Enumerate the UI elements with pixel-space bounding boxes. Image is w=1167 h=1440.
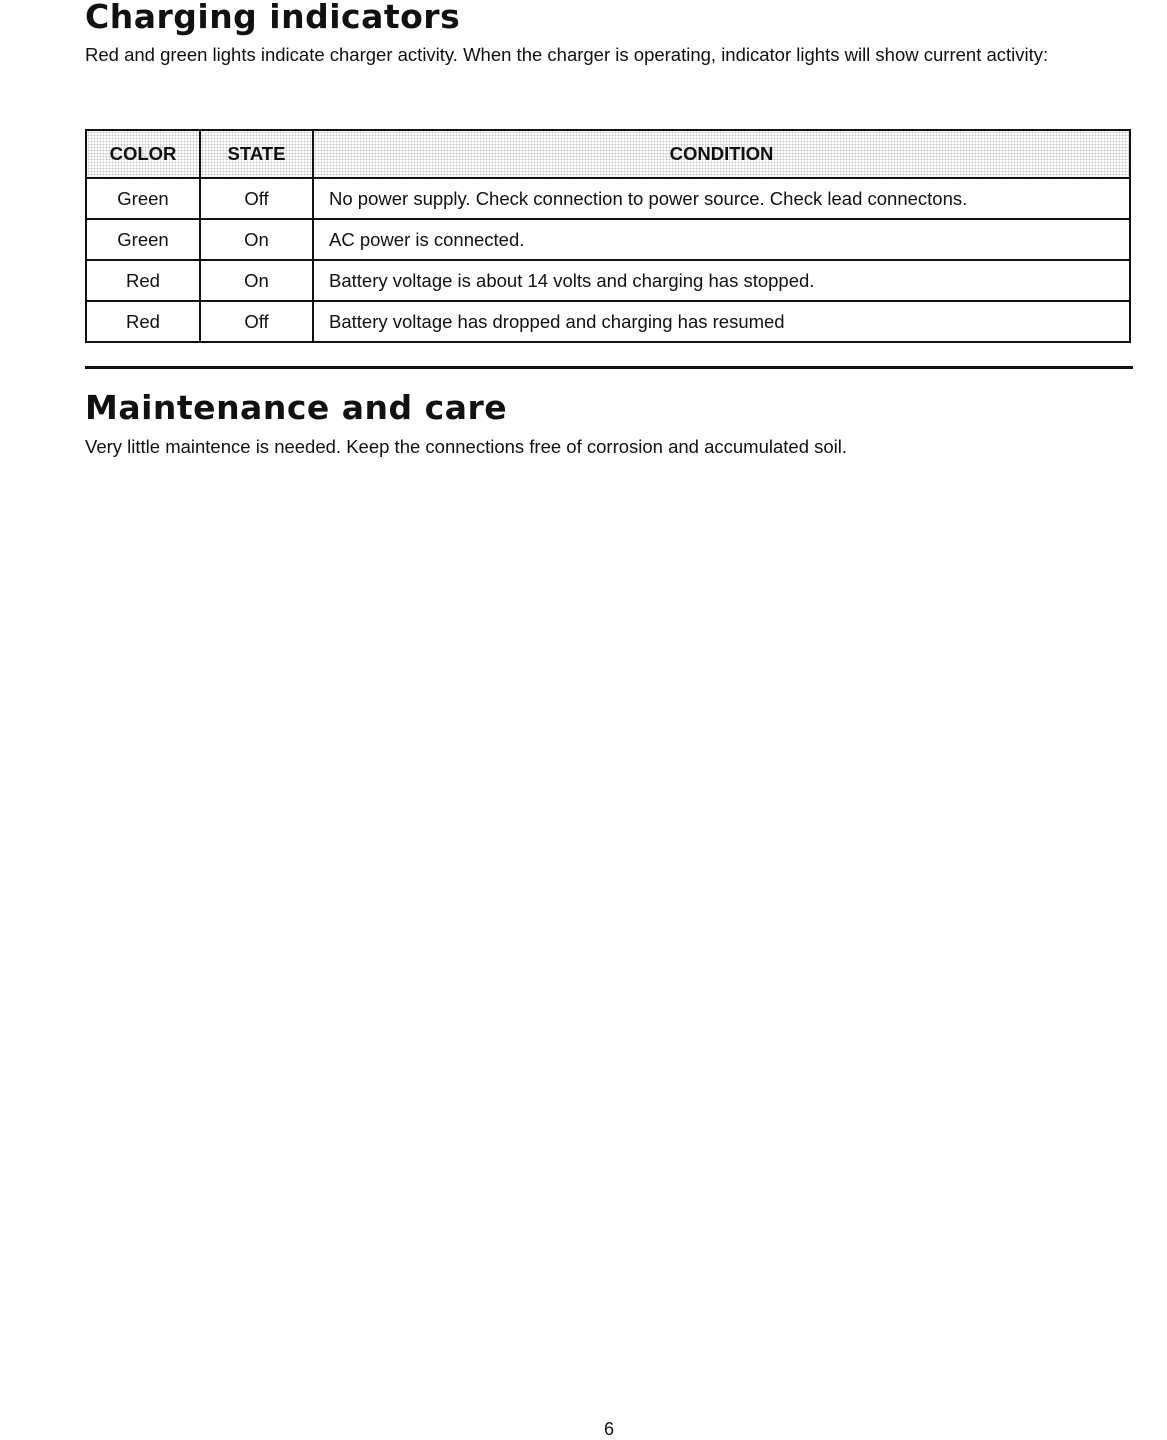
maintenance-paragraph: Very little maintence is needed. Keep the connections free of corrosion and accumulated soil. — [85, 436, 848, 457]
cell-state: On — [200, 219, 313, 260]
cell-state: Off — [200, 301, 313, 342]
charging-indicators-table — [85, 129, 1131, 343]
charging-intro-paragraph: Red and green lights indicate charger activity. When the charger is operating, indicator lights will show current activity: — [85, 44, 1049, 65]
table-header-row — [86, 130, 1130, 178]
header-color: COLOR — [86, 130, 200, 178]
cell-color: Green — [86, 219, 200, 260]
header-state: STATE — [200, 130, 313, 178]
cell-state: Off — [200, 178, 313, 219]
section-title-maintenance-and-care: Maintenance and care — [85, 388, 508, 427]
section-divider — [85, 366, 1133, 369]
cell-condition: Battery voltage is about 14 volts and charging has stopped. — [313, 260, 1130, 301]
cell-condition: Battery voltage has dropped and charging has resumed — [313, 301, 1130, 342]
cell-condition: AC power is connected. — [313, 219, 1130, 260]
cell-color: Green — [86, 178, 200, 219]
page-number: 6 — [603, 1419, 614, 1439]
table-row — [86, 260, 1130, 301]
section-title-charging-indicators: Charging indicators — [85, 0, 461, 36]
table-row — [86, 178, 1130, 219]
header-condition: CONDITION — [313, 130, 1130, 178]
cell-color: Red — [86, 301, 200, 342]
cell-state: On — [200, 260, 313, 301]
table-row — [86, 219, 1130, 260]
cell-condition: No power supply. Check connection to power source. Check lead connectons. — [313, 178, 1130, 219]
table-row — [86, 301, 1130, 342]
cell-color: Red — [86, 260, 200, 301]
